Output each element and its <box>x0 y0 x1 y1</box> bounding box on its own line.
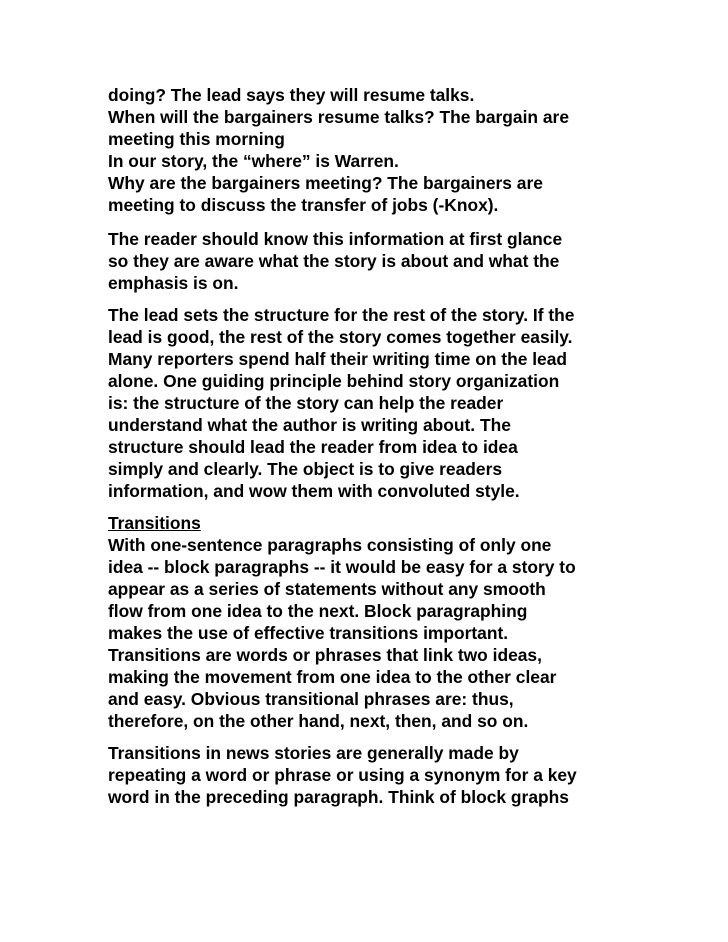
text-line: meeting to discuss the transfer of jobs (-Knox). <box>108 195 499 215</box>
text-line: emphasis is on. <box>108 273 239 293</box>
text-line: Many reporters spend half their writing time on the lead <box>108 349 567 369</box>
paragraph-lead-questions <box>108 84 628 216</box>
text-line: When will the bargainers resume talks? The bargain are <box>108 107 569 127</box>
text-line: lead is good, the rest of the story comes together easily. <box>108 327 573 347</box>
text-line: appear as a series of statements without any smooth <box>108 579 546 599</box>
text-line: making the movement from one idea to the other clear <box>108 667 557 687</box>
text-line: The lead sets the structure for the rest of the story. If the <box>108 305 575 325</box>
text-line: makes the use of effective transitions important. <box>108 623 509 643</box>
text-line: idea -- block paragraphs -- it would be easy for a story to <box>108 557 576 577</box>
text-line: word in the preceding paragraph. Think of block graphs <box>108 787 569 807</box>
paragraph-lead-structure <box>108 304 628 502</box>
text-line: understand what the author is writing about. The <box>108 415 511 435</box>
text-line: flow from one idea to the next. Block paragraphing <box>108 601 528 621</box>
text-line: The reader should know this information at first glance <box>108 229 563 249</box>
text-line: In our story, the “where” is Warren. <box>108 151 399 171</box>
text-line: Transitions are words or phrases that link two ideas, <box>108 645 542 665</box>
document-body <box>108 84 628 818</box>
text-line: alone. One guiding principle behind story organization <box>108 371 560 391</box>
paragraph-transitions-news <box>108 742 628 808</box>
text-line: Why are the bargainers meeting? The bargainers are <box>108 173 543 193</box>
text-line: meeting this morning <box>108 129 285 149</box>
text-line: With one-sentence paragraphs consisting of only one <box>108 535 552 555</box>
text-line: repeating a word or phrase or using a synonym for a key <box>108 765 577 785</box>
paragraph-reader-info <box>108 228 628 294</box>
text-line: simply and clearly. The object is to give readers <box>108 459 503 479</box>
text-line: structure should lead the reader from idea to idea <box>108 437 518 457</box>
text-line: so they are aware what the story is about and what the <box>108 251 560 271</box>
text-line: and easy. Obvious transitional phrases are: thus, <box>108 689 514 709</box>
text-line: information, and wow them with convoluted style. <box>108 481 520 501</box>
text-line: is: the structure of the story can help the reader <box>108 393 504 413</box>
text-line: therefore, on the other hand, next, then, and so on. <box>108 711 529 731</box>
section-heading-transitions: Transitions <box>108 513 201 533</box>
paragraph-transitions <box>108 512 628 732</box>
text-line: Transitions in news stories are generally made by <box>108 743 519 763</box>
text-line: doing? The lead says they will resume talks. <box>108 85 475 105</box>
